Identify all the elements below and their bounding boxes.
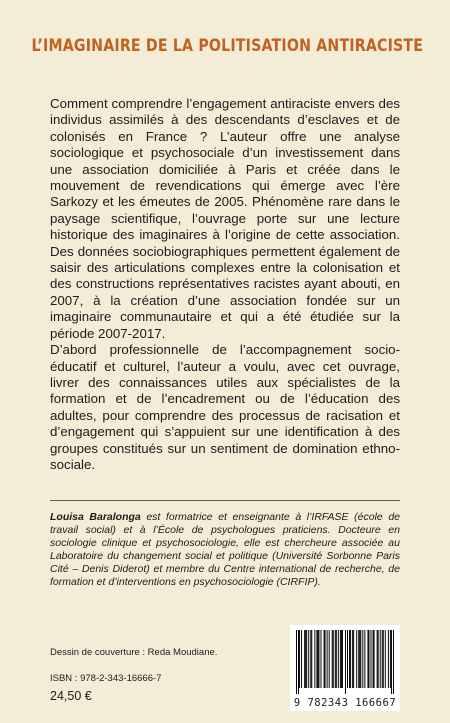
barcode-bar — [317, 630, 318, 688]
barcode-bar — [318, 630, 319, 688]
barcode-bar — [342, 630, 343, 688]
barcode-bar — [329, 630, 330, 688]
barcode-bar — [393, 630, 394, 694]
barcode-bar — [356, 630, 357, 688]
barcode-bar — [373, 630, 374, 688]
barcode-bars — [293, 628, 397, 694]
author-bio-text: est formatrice et enseignante à l’IRFASE (école de travail social) et à l’École de psychologues praticiens. Docteure en sociologie clinique et psychosociologie, elle est chercheure associée au Laboratoire du changement social et politique (Université Sorbonne Paris Cité – Denis Diderot) et membre du Centre international de recherche, de formation et d’interventions en psychosociologie (CIRFIP). — [50, 511, 400, 588]
barcode-bar — [359, 630, 360, 688]
barcode-bar — [333, 630, 334, 688]
barcode-bar — [335, 630, 336, 688]
barcode-digits: 9 782343 166667 — [293, 697, 397, 709]
barcode-bar — [382, 630, 383, 688]
barcode-bar — [324, 630, 325, 688]
barcode-bar — [353, 630, 354, 688]
barcode-bar — [304, 630, 305, 688]
barcode-bar — [296, 630, 297, 694]
barcode-bar — [360, 630, 361, 688]
barcode-bar — [314, 630, 315, 688]
barcode-bar — [298, 630, 299, 694]
barcode — [290, 625, 400, 711]
barcode-bar — [378, 630, 379, 688]
barcode-bar — [325, 630, 326, 688]
barcode-bar — [367, 630, 368, 688]
author-name: Louisa Baralonga — [50, 511, 141, 523]
barcode-bar — [390, 630, 391, 688]
barcode-bar — [301, 630, 302, 688]
barcode-bar — [347, 630, 348, 688]
barcode-bar — [336, 630, 337, 688]
barcode-bar — [380, 630, 381, 688]
barcode-bar — [352, 630, 353, 688]
cover-credit: Dessin de couverture : Reda Moudiane. — [50, 647, 218, 658]
summary-paragraph: Comment comprendre l’engagement antiraciste envers des individus assimilés à des descendants d’esclaves et de colonisés en France ? L’auteur offre une analyse sociologique et psychosociale d’un investissement dans une association domiciliée à Paris et créée dans le mouvement de revendications qui émerge avec l’ère Sarkozy et les émeutes de 2005. Phénomène rare dans le paysage scientifique, l’ouvrage porte sur une lecture historique des imaginaires à l’origine de cette association. Des données sociobiographiques permettent également de saisir des articulations complexes entre la colonisation et des constructions représentatives racistes ayant abouti, en 2007, à la création d’une association fondée sur un imaginaire communautaire et qui a été étudiée sur la période 2007-2017. — [50, 96, 400, 341]
barcode-bar — [374, 630, 375, 688]
barcode-bar — [350, 630, 351, 688]
barcode-bar — [364, 630, 365, 688]
barcode-bar — [321, 630, 322, 688]
isbn: ISBN : 978-2-343-16666-7 — [50, 673, 162, 684]
barcode-bar — [388, 630, 389, 688]
barcode-bar — [362, 630, 363, 688]
barcode-bar — [391, 630, 392, 694]
back-cover-summary — [50, 96, 400, 473]
barcode-bar — [358, 630, 359, 688]
barcode-bar — [305, 630, 306, 688]
divider-line — [50, 500, 400, 501]
summary-paragraph: D’abord professionnelle de l’accompagnement socio-éducatif et culturel, l’auteur a voulu, avec cet ouvrage, livrer des connaissances utiles aux spécialistes de la formation et de l’encadrement ou de l’éducation des adultes, pour comprendre des processus de racisation et d’engagement qui s’appuient sur une identification à des groupes constitués sur un sentiment de domination ethno-sociale. — [50, 342, 400, 472]
barcode-bar — [327, 630, 328, 688]
barcode-bar — [338, 630, 339, 688]
barcode-bar — [385, 630, 386, 688]
barcode-bar — [299, 630, 300, 688]
author-bio — [50, 511, 400, 589]
barcode-bar — [371, 630, 372, 688]
barcode-bar — [383, 630, 384, 688]
barcode-bar — [306, 630, 307, 688]
barcode-bar — [345, 630, 346, 694]
book-title: L’IMAGINAIRE DE LA POLITISATION ANTIRACISTE — [31, 36, 424, 55]
barcode-bar — [340, 630, 341, 688]
barcode-bar — [311, 630, 312, 688]
price: 24,50 € — [50, 689, 92, 703]
barcode-bar — [377, 630, 378, 688]
barcode-bar — [332, 630, 333, 688]
barcode-bar — [308, 630, 309, 688]
barcode-bar — [368, 630, 369, 688]
barcode-bar — [349, 630, 350, 688]
barcode-bar — [310, 630, 311, 688]
barcode-bar — [316, 630, 317, 688]
barcode-bar — [341, 630, 342, 688]
